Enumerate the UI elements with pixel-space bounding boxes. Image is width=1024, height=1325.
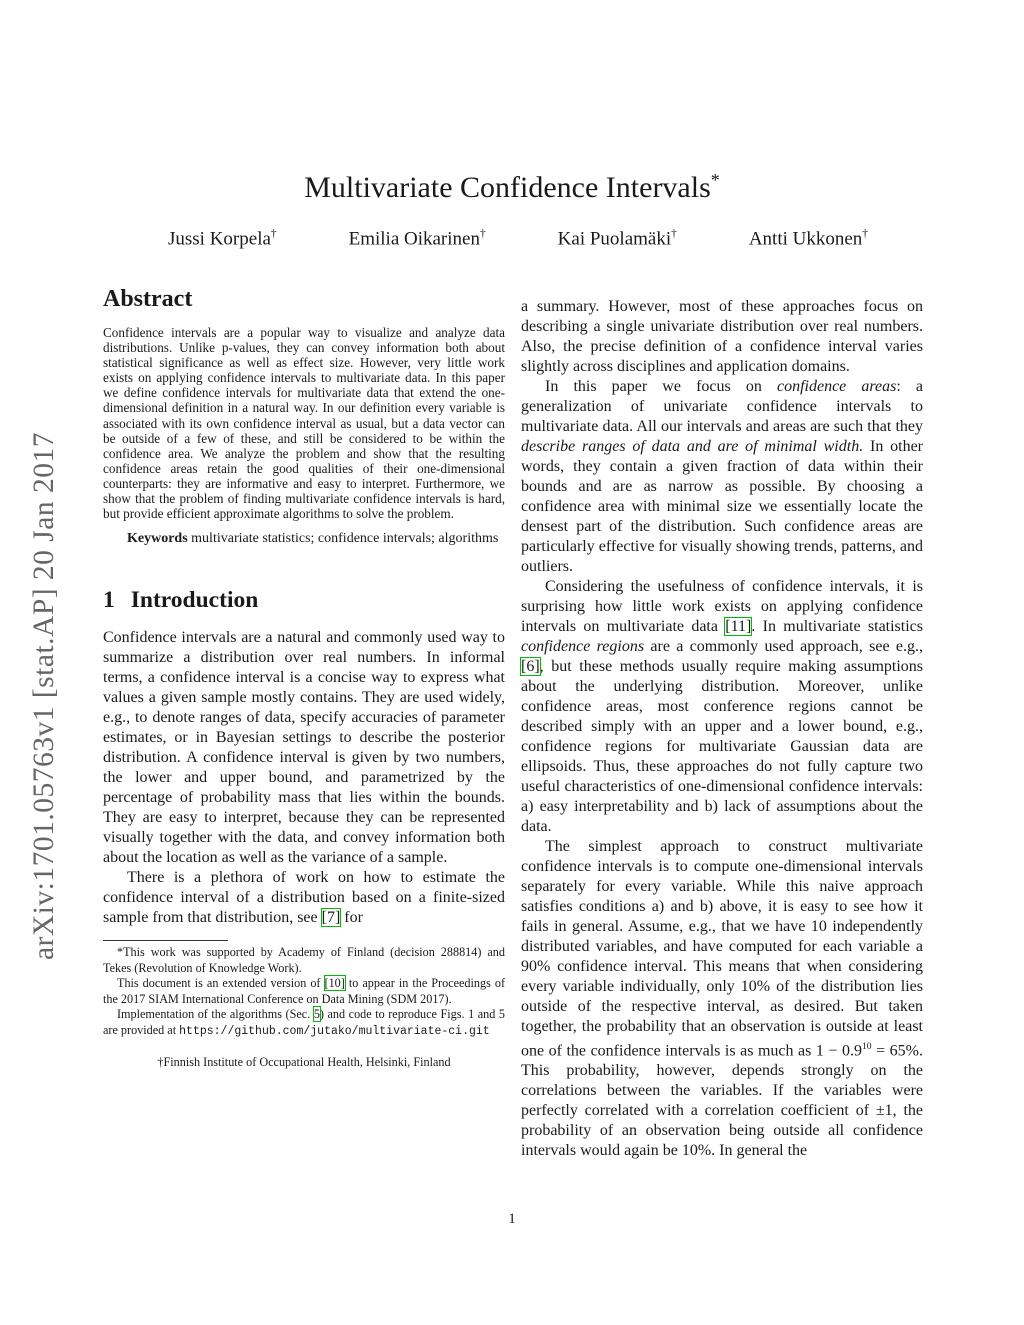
body-paragraph: In this paper we focus on confidence areas: a generalization of univariate confidence intervals to multivariate data. All our intervals and areas are such that they describe ranges of data and are of minimal width. In other words, they contain a given fraction of data within their bounds and are as narrow as possible. By choosing a confidence area with minimal size we essentially locate the densest part of the distribution. Such confidence areas are particularly effective for visually showing trends, patterns, and outliers. bbox=[521, 378, 924, 575]
section-heading bbox=[103, 587, 505, 614]
author: Kai Puolamäki† bbox=[557, 228, 677, 250]
section-link[interactable]: 5 bbox=[313, 1007, 320, 1022]
intro-paragraph-1: Confidence intervals are a natural and commonly used way to summarize a distribution over real numbers. In informal terms, a confidence interval is a concise way to express what values a given sample mostly contains. They are used widely, e.g., to denote ranges of data, specify accuracies of parameter estimates, or in Bayesian settings to describe the posterior distribution. A confidence interval is given by two numbers, the lower and upper bound, and parametrized by the percentage of probability mass that lies within the bounds. They are easy to interpret, because they can be represented visually together with the data, and convey information both about the location as well as the variance of a sample. bbox=[103, 629, 505, 867]
keywords-text: multivariate statistics; confidence intervals; algorithms bbox=[191, 531, 499, 547]
footnote: Implementation of the algorithms (Sec. 5) and code to reproduce Figs. 1 and 5 are provided at https://github.com/jutako/multivariate-ci.git bbox=[103, 1007, 506, 1038]
citation-link[interactable]: [10] bbox=[324, 976, 345, 991]
intro-paragraph-2: There is a plethora of work on how to estimate the confidence interval of a distribution based on a finite-sized sample from that distribution, see [7] for bbox=[103, 869, 505, 927]
body-paragraph: a summary. However, most of these approaches focus on describing a single univariate distribution over real numbers. Also, the precise definition of a confidence interval varies slightly across disciplines and application domains. bbox=[521, 298, 923, 375]
footnote: *This work was supported by Academy of Finland (decision 288814) and Tekes (Revolution of Knowledge Work). bbox=[103, 945, 505, 975]
author: Emilia Oikarinen† bbox=[348, 228, 486, 250]
title-footnote-mark: * bbox=[710, 170, 720, 190]
citation-link[interactable]: [7] bbox=[321, 909, 341, 927]
body-paragraph: The simplest approach to construct multivariate confidence intervals is to compute one-dimensional intervals separately for every variable. While this naive approach satisfies conditions a) and b) above, it is easy to see how it fails in general. Assume, e.g., that we have 10 independently distributed variables, and have computed for each variable a 90% confidence interval. This means that when considering every variable individually, only 10% of the distribution lies outside of the respective interval, as desired. But taken together, the probability that an observation is outside at least one of the confidence intervals is as much as $1 - 0.9^{10} = 65\%$. This probability, however, depends strongly on the correlations between the variables. If the variables were perfectly correlated with a correlation coefficient of ±1, the probability of an observation being outside all confidence intervals would again be 10%. In general the bbox=[521, 838, 923, 1160]
footnote: †Finnish Institute of Occupational Health, Helsinki, Finland bbox=[157, 1055, 451, 1070]
title-text: Multivariate Confidence Intervals bbox=[304, 171, 711, 204]
abstract-text: Confidence intervals are a popular way to visualize and analyze data distributions. Unlike p-values, they can convey information both about statistical significance as well as effect size. However, very little work exists on applying confidence intervals to multivariate data. In this paper we define confidence intervals for multivariate data that extend the one-dimensional definition in a natural way. In our definition every variable is associated with its own confidence interval as usual, but a data vector can be outside of a few of these, and still be considered to be within the confidence area. We analyze the problem and show that the resulting confidence areas retain the good qualities of their one-dimensional counterparts: they are informative and easy to interpret. Furthermore, we show that the problem of finding multivariate confidence intervals is hard, but provide efficient approximate algorithms to solve the problem. bbox=[103, 325, 505, 522]
keywords bbox=[103, 529, 505, 549]
right-column bbox=[521, 297, 923, 1161]
paper-title bbox=[0, 170, 1024, 205]
author: Jussi Korpela† bbox=[168, 228, 277, 250]
left-column bbox=[103, 286, 505, 1071]
footnote: This document is an extended version of [10] to appear in the Proceedings of the 2017 SIAM International Conference on Data Mining (SDM 2017). bbox=[103, 976, 506, 1006]
page-number: 1 bbox=[508, 1211, 516, 1227]
citation-link[interactable]: [6] bbox=[521, 658, 540, 675]
abstract-heading: Abstract bbox=[103, 286, 193, 312]
author-list bbox=[168, 228, 868, 250]
arxiv-identifier: arXiv:1701.05763v1 [stat.AP] 20 Jan 2017 bbox=[28, 431, 60, 960]
code-url[interactable]: https://github.com/jutako/multivariate-ci.git bbox=[179, 1024, 490, 1038]
body-paragraph: Considering the usefulness of confidence intervals, it is surprising how little work exists on applying confidence intervals on multivariate data [11]. In multivariate statistics confidence regions are a commonly used approach, see e.g., [6], but these methods usually require making assumptions about the underlying distribution. Moreover, unlike confidence areas, most conference regions cannot be described simply with an upper and a lower bound, e.g., confidence regions for multivariate Gaussian data are ellipsoids. Thus, these approaches do not fully capture two useful characteristics of one-dimensional confidence intervals: a) easy interpretability and b) lack of assumptions about the data. bbox=[521, 578, 924, 835]
section-title: Introduction bbox=[130, 587, 259, 614]
author: Antti Ukkonen† bbox=[748, 228, 868, 250]
section-number: 1 bbox=[103, 587, 115, 614]
keywords-label: Keywords bbox=[127, 531, 188, 547]
citation-link[interactable]: [11] bbox=[725, 618, 752, 635]
footnote-rule bbox=[103, 940, 228, 941]
